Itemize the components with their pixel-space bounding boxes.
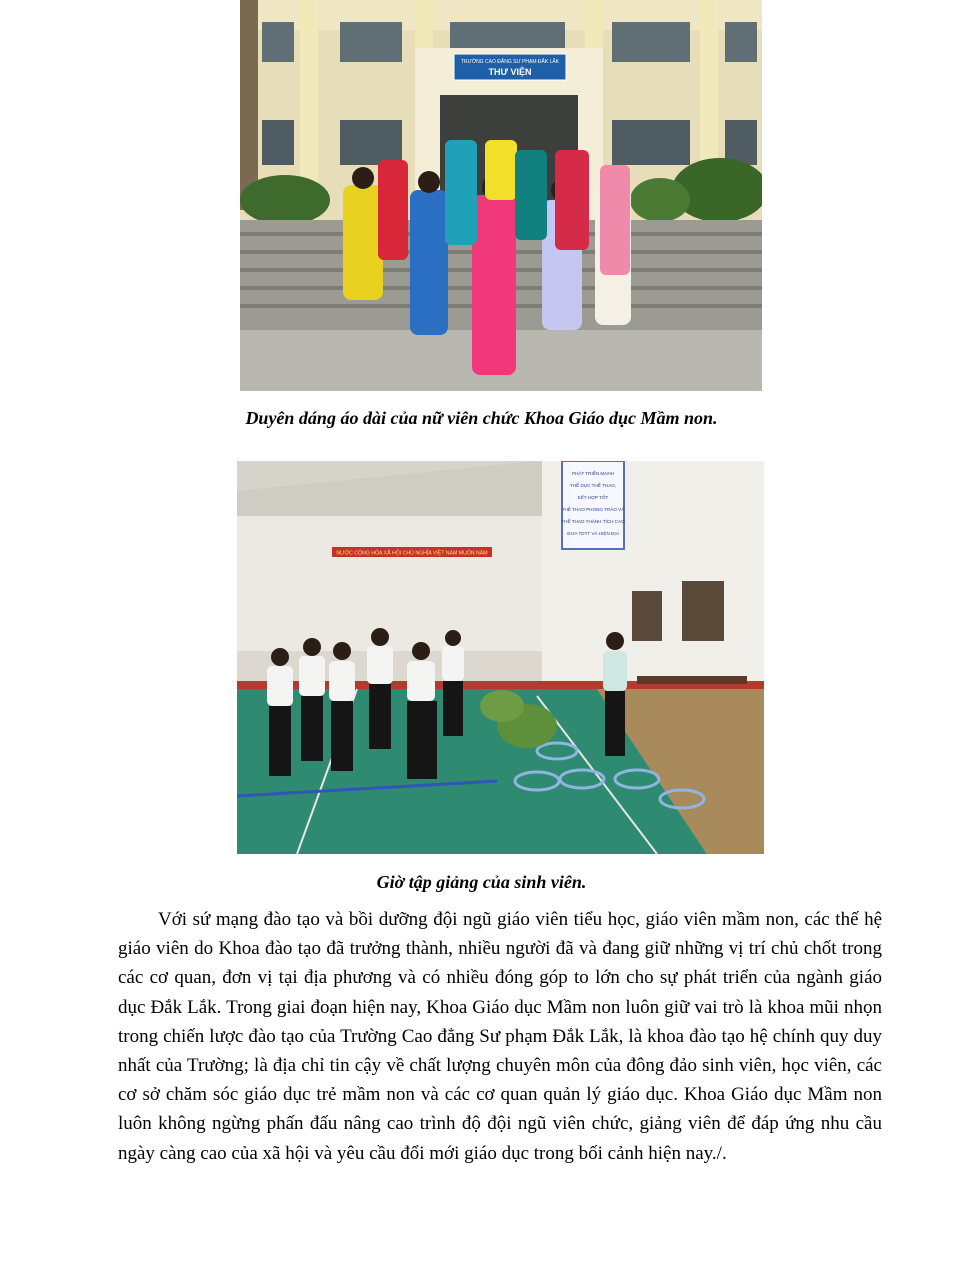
library-sign-title: THƯ VIỆN	[488, 67, 532, 77]
library-sign-school: TRƯỜNG CAO ĐẲNG SƯ PHẠM ĐẮK LẮK	[460, 59, 560, 65]
caption-ao-dai: Duyên dáng áo dài của nữ viên chức Khoa Giáo dục Mầm non.	[245, 408, 718, 428]
poster-line-4: THỂ THAO PHONG TRÀO VÀ	[561, 507, 625, 512]
body-paragraph: Với sứ mạng đào tạo và bồi dưỡng đội ngũ giáo viên tiểu học, giáo viên mầm non, các thế hệ giáo viên do Khoa đào tạo đã trưởng thành, nhiều người đã và đang giữ những vị trí chủ chốt trong các cơ quan, đơn vị tại địa phương và có nhiều đóng góp to lớn cho sự phát triển của ngành giáo dục Đắk Lắk. Trong giai đoạn hiện nay, Khoa Giáo dục Mầm non luôn giữ vai trò là khoa mũi nhọn trong chiến lược đào tạo của Trường Cao đẳng Sư phạm Đắk Lắk, là khoa đào tạo hệ chính quy duy nhất của Trường; là địa chỉ tin cậy về chất lượng chuyên môn của đông đảo sinh viên, học viên, các cơ sở chăm sóc giáo dục trẻ mầm non và các cơ quan quản lý giáo dục. Khoa Giáo dục Mầm non luôn không ngừng phấn đấu nâng cao trình độ đội ngũ viên chức, giảng viên để đáp ứng nhu cầu ngày càng cao của xã hội và yêu cầu đổi mới giáo dục trong bối cảnh hiện nay./.	[118, 909, 882, 1164]
photo-teaching-practice	[237, 461, 764, 854]
poster-line-5: THỂ THAO THÀNH TÍCH CAO	[561, 519, 625, 524]
poster-line-2: THỂ DỤC THỂ THAO,	[569, 483, 617, 488]
poster-line-6: ĐƯA TDTT VÀ HIỆN ĐẠI	[567, 531, 619, 536]
poster-line-3: KẾT HỢP TỐT	[577, 495, 609, 500]
photo-ao-dai-illustration	[240, 0, 762, 391]
photo-ao-dai-group	[240, 0, 762, 391]
caption-teaching-practice: Giờ tập giảng của sinh viên.	[376, 872, 587, 892]
poster-line-1: PHÁT TRIỂN MẠNH	[572, 471, 614, 476]
gym-banner-text: NƯỚC CỘNG HÒA XÃ HỘI CHỦ NGHĨA VIỆT NAM MUÔN NĂM	[336, 550, 488, 557]
photo-teaching-illustration	[237, 461, 764, 854]
